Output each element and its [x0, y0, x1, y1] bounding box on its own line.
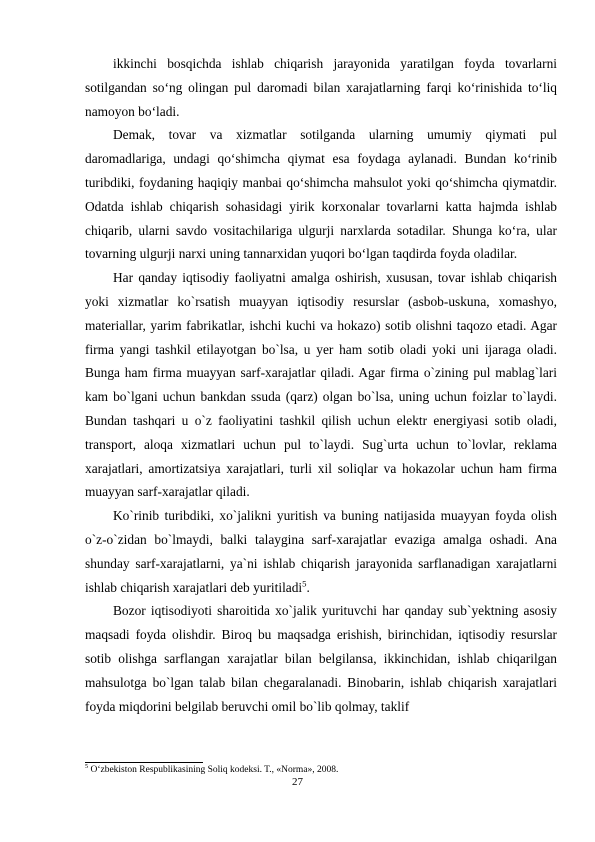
- paragraph-5: Bozor iqtisodiyoti sharoitida xo`jalik yurituvchi har qanday sub`yektning asosiy maqsadi foyda olishdir. Biroq bu maqsadga erishish, birinchidan, iqtisodiy resurslar sotib olishga sarflangan xarajatlar bilan belgilansa, ikkinchidan, ishlab chiqarilgan mahsulotga bo`lgan talab bilan chegaralanadi. Binobarin, ishlab chiqarish xarajatlari foyda miqdorini belgilab beruvchi omil bo`lib qolmay, taklif: [85, 603, 557, 714]
- footnote-divider: [85, 762, 203, 763]
- paragraph-1: ikkinchi bosqichda ishlab chiqarish jarayonida yaratilgan foyda tovarlarni sotilgandan so‘ng olingan pul daromadi bilan xarajatlarning farqi ko‘rinishida to‘liq namoyon bo‘ladi.: [85, 56, 557, 119]
- paragraph-4: [85, 504, 557, 599]
- paragraph-2: Demak, tovar va xizmatlar sotilganda ularning umumiy qiymati pul daromadlariga, undagi qo‘shimcha qiymat esa foydaga aylanadi. Bundan ko‘rinib turibdiki, foydaning haqiqiy manbai qo‘shimcha mahsulot yoki qo‘shimcha qiymatdir. Odatda ishlab chiqarish sohasidagi yirik korxonalar tovarlarni katta hajmda ishlab chiqarib, ularni savdo vositachilariga ulgurji narxlarda sotadilar. Shunga ko‘ra, ular tovarning ulgurji narxi uning tannarxidan yuqori bo‘lgan taqdirda foyda oladilar.: [85, 127, 557, 262]
- page-number: 27: [292, 776, 303, 788]
- paragraph-3: Har qanday iqtisodiy faoliyatni amalga oshirish, xususan, tovar ishlab chiqarish yoki xizmatlar ko`rsatish muayyan iqtisodiy resurslar (asbob-uskuna, xomashyo, materiallar, yarim fabrikatlar, ishchi kuchi va hokazo) sotib olishni taqozo etadi. Agar firma yangi tashkil etilayotgan bo`lsa, u yer ham sotib oladi yoki uni ijaraga oladi. Bunga ham firma muayyan sarf-xarajatlar qiladi. Agar firma o`zining pul mablag`lari kam bo`lgani uchun bankdan ssuda (qarz) olgan bo`lsa, uning uchun foizlar to`laydi. Bundan tashqari u o`z faoliyatini tashkil qilish uchun elektr energiyasi sotib oladi, transport, aloqa xizmatlari uchun pul to`laydi. Sug`urta uchun to`lovlar, reklama xarajatlari, amortizatsiya xarajatlari, turli xil soliqlar va hokazolar uchun ham firma muayyan sarf-xarajatlar qiladi.: [85, 270, 557, 500]
- paragraph-4-text: Ko`rinib turibdiki, xo`jalikni yuritish va buning natijasida muayyan foyda olish o`z-o`zidan bo`lmaydi, balki talaygina sarf-xarajatlar evaziga amalga oshadi. Ana shunday sarf-xarajatlarni, ya`ni ishlab chiqarish jarayonida sarflanadigan xarajatlarni ishlab chiqarish xarajatlari deb yuritiladi: [85, 508, 557, 595]
- footnote: [85, 764, 557, 776]
- footnote-text: O‘zbekiston Respublikasining Soliq kodeksi. T., «Norma», 2008.: [88, 765, 339, 775]
- paragraph-4-end: .: [306, 579, 310, 595]
- document-body: [85, 52, 557, 718]
- footnote-reference: 5: [302, 578, 307, 589]
- footnote-marker: 5: [85, 763, 89, 770]
